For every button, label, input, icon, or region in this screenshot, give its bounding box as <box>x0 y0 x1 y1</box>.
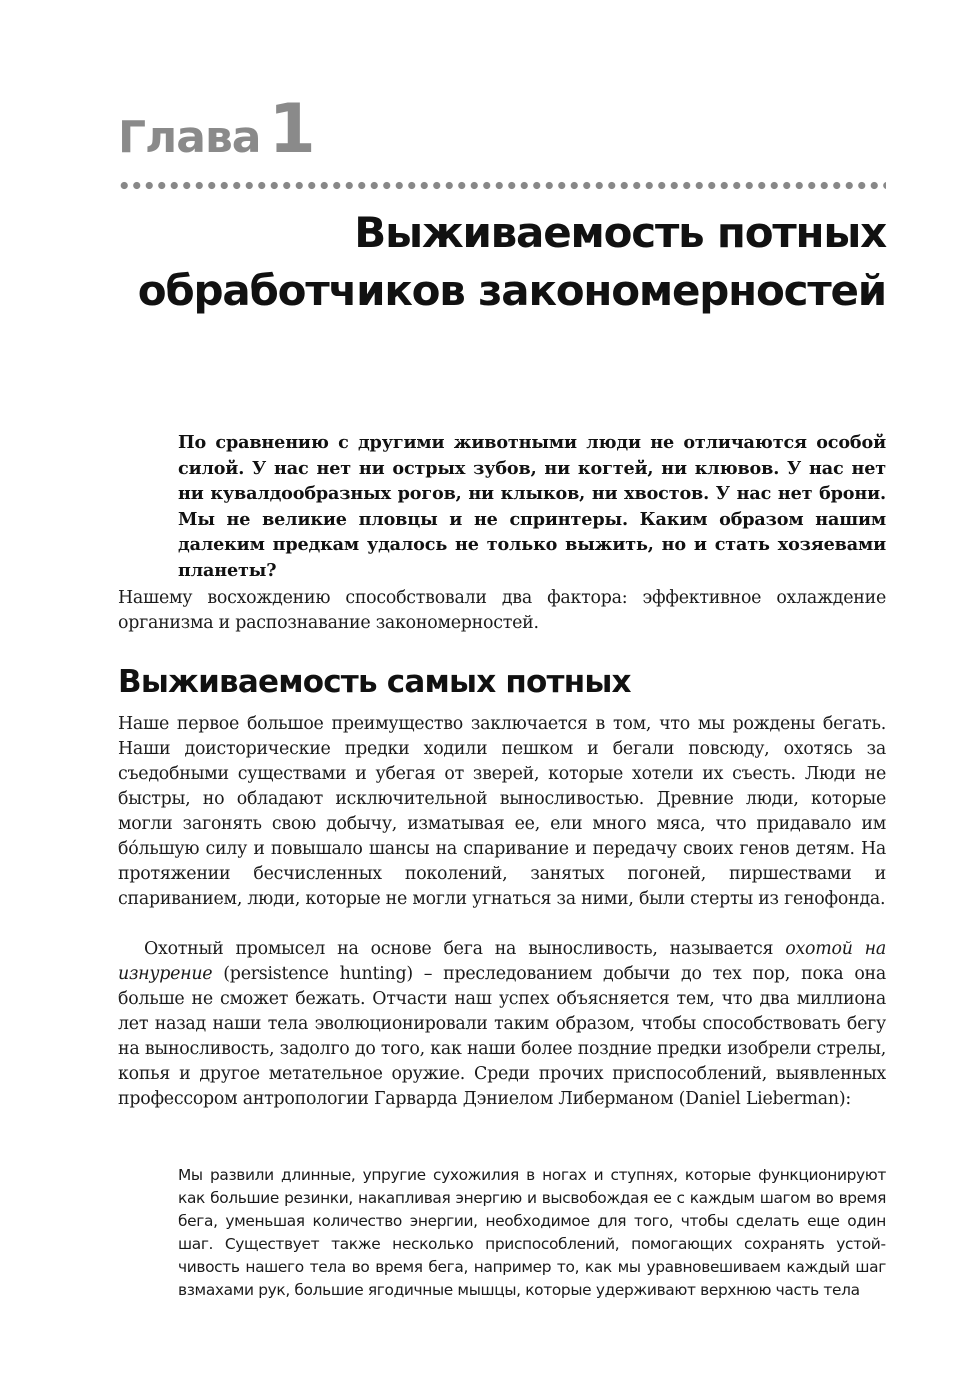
chapter-number: 1 <box>268 90 316 169</box>
para2-rest: (persistence hunting) – преследованием добычи до тех пор, пока она больше не сможет бежать. Отчасти наш успех объясняется тем, что два миллиона лет назад наши тела эволюционировали таким образом, чтобы способствовать бегу на выносливость, задолго до того, как наши более поздние предки изобрели стрелы, копья и другое метательное оружие. Среди прочих приспособлений, выявленных профессором антропологии Гарварда Дэниелом Либерманом (Daniel Lieberman): <box>118 964 886 1109</box>
dotted-divider <box>118 181 886 190</box>
section-heading: Выживаемость самых потных <box>118 664 631 700</box>
body-paragraph-2 <box>118 937 886 1112</box>
epigraph: По сравнению с другими животными люди не отличаются особой силой. У нас нет ни острых зубов, ни когтей, ни клювов. У нас нет ни кувалдообразных рогов, ни клыков, ни хвостов. У нас нет брони. Мы не великие пловцы и не спринтеры. Каким образом нашим далеким предкам удалось не только выжить, но и стать хозяевами планеты? <box>178 432 886 581</box>
para2-start: Охотный промысел на основе бега на выносливость, называется <box>144 939 786 959</box>
body-paragraph-1: Наше первое большое преимущество заключается в том, что мы рождены бегать. Наши доисторические предки ходили пешком и бегали повсюду, охотясь за съедобными существами и убегая от зверей, которые хотели их съесть. Люди не быстры, но обладают исключительной выносливостью. Древние люди, которые могли загонять свою добычу, изматывая ее, ели много мяса, что придавало им бо́льшую силу и повышало шансы на спаривание и передачу своих генов детям. На протяжении бесчисленных поколений, занятых погоней, пиршествами и спариванием, люди, которые не могли угнаться за ними, были стерты из генофонда. <box>118 714 886 909</box>
intro-paragraph: Нашему восхождению способствовали два фактора: эффективное охлаждение организма и распознавание закономерностей. <box>118 588 886 633</box>
block-quote: Мы развили длинные, упругие сухожилия в ногах и ступнях, которые функционируют как большие резинки, накапливая энергию и высвобождая ее с каждым шагом во время бега, уменьшая количество энергии, необходимое для того, чтобы сделать еще один шаг. Существует также несколько приспособлений, помогающих сохранять устойчивость нашего тела во время бега, например то, как мы уравновешиваем каждый шаг взмахами рук, большие ягодичные мышцы, которые удерживают верхнюю часть тела <box>178 1166 886 1299</box>
italic-term: охотой на изнурение <box>118 939 887 984</box>
chapter-word: Глава <box>118 112 261 163</box>
chapter-label <box>118 90 316 169</box>
chapter-title: Выживаемость потных обработчиков закономерностей <box>137 208 886 315</box>
